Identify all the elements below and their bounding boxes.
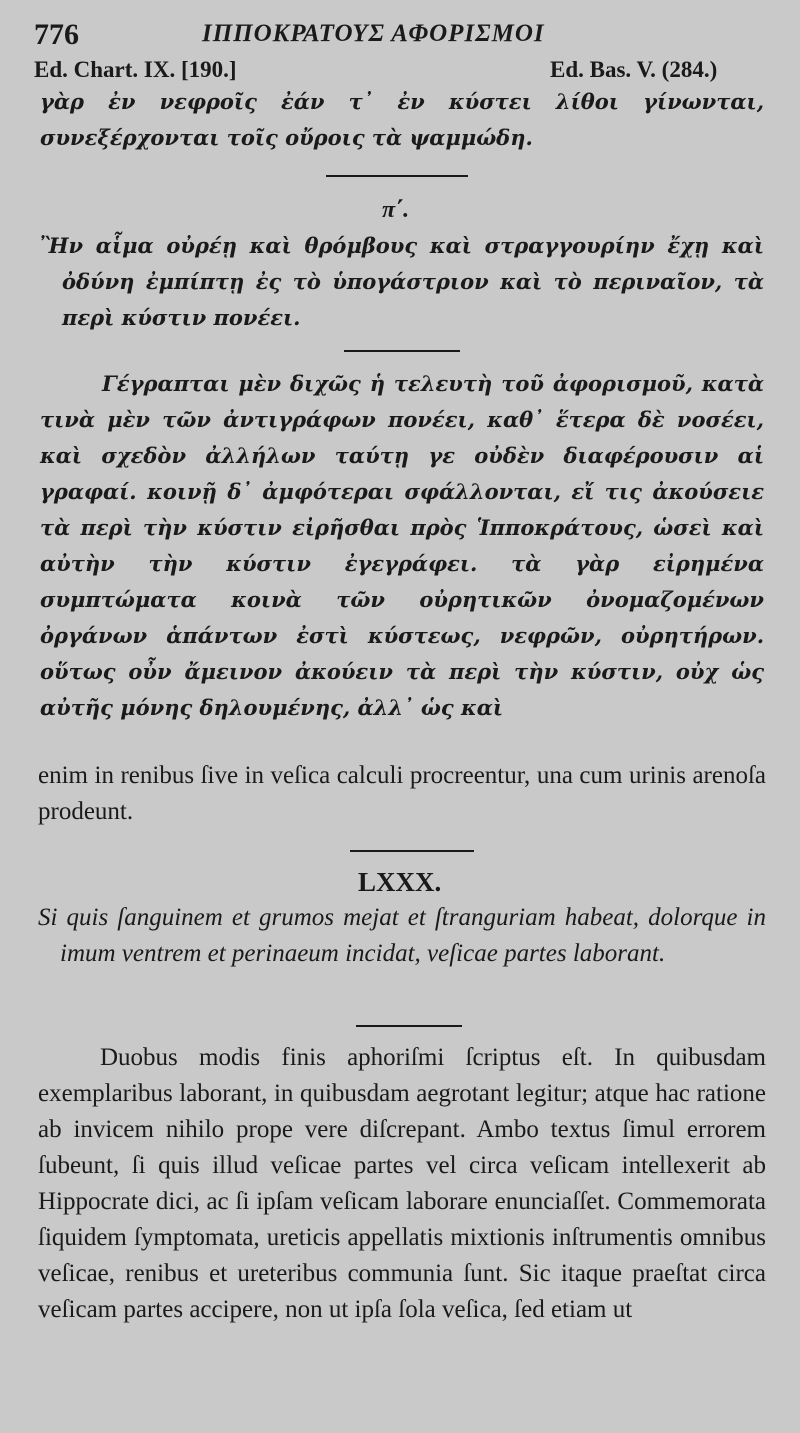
greek-section-number: π΄. [382, 197, 410, 223]
latin-continuation-text: enim in renibus ſive in veſica calculi procreentur, una cum urinis arenoſa prodeunt. [38, 762, 766, 825]
greek-continuation-text: γὰρ ἐν νεφροῖς ἐάν τ᾿ ἐν κύστει λίθοι γίνωνται, συνεξέρχονται τοῖς οὔροις τὰ ψαμμώδη. [40, 89, 764, 150]
greek-commentary: Γέγραπται μὲν διχῶς ἡ τελευτὴ τοῦ ἀφορισμοῦ, κατὰ τινὰ μὲν τῶν ἀντιγράφων πονέει, καθ᾿ ἕτερα δὲ νοσέει, καὶ σχεδὸν ἀλλήλων ταύτῃ γε οὐδὲν διαφέρουσιν αἱ γραφαί. κοινῇ δ᾿ ἀμφότεραι σφάλλονται, εἴ τις ἀκούσειε τὰ περὶ τὴν κύστιν εἰρῆσθαι πρὸς Ἱπποκράτους, ὡσεὶ καὶ αὐτὴν τὴν κύστιν ἐγεγράφει. τὰ γὰρ εἰρημένα συμπτώματα κοινὰ τῶν οὐρητικῶν ὀνομαζομένων ὀργάνων ἁπάντων ἐστὶ κύστεως, νεφρῶν, οὐρητήρων. οὕτως οὖν ἄμεινον ἀκούειν τὰ περὶ τὴν κύστιν, οὐχ ὡς αὐτῆς μόνης δηλουμένης, ἀλλ᾿ ὡς καὶ [40, 371, 764, 720]
page-number: 776 [34, 18, 79, 51]
edition-reference-right: Ed. Bas. V. (284.) [550, 57, 718, 82]
edition-reference-left: Ed. Chart. IX. [190.] [34, 57, 237, 82]
running-title: ΙΠΠΟΚΡΑΤΟΥΣ ΑΦΟΡΙΣΜΟΙ [202, 20, 545, 47]
section-divider [326, 175, 468, 177]
latin-section-number: LXXX. [358, 867, 442, 897]
section-divider [350, 850, 474, 852]
section-divider [344, 350, 460, 352]
latin-aphorism: Si quis ſanguinem et grumos mejat et ſtranguriam habeat, dolorque in imum ventrem et perinaeum incidat, veſicae partes laborant. [38, 904, 766, 967]
latin-commentary: Duobus modis finis aphoriſmi ſcriptus eſt. In quibusdam exemplaribus laborant, in quibusdam aegrotant legitur; atque hac ratione ab invicem nihilo prope vere diſcrepant. Ambo textus ſimul errorem ſubeunt, ſi quis illud veſicae partes vel circa veſicam intellexerit ab Hippocrate dici, ac ſi ipſam veſicam laborare enunciaſſet. Commemorata ſiquidem ſymptomata, ureticis appellatis mixtionis inſtrumentis omnibus veſicae, renibus et ureteribus communia ſunt. Sic itaque praeſtat circa veſicam partes accipere, non ut ipſa ſola veſica, ſed etiam ut [38, 1044, 766, 1323]
greek-aphorism: Ἢν αἷμα οὐρέῃ καὶ θρόμβους καὶ στραγγουρίην ἔχῃ καὶ ὀδύνη ἐμπίπτῃ ἐς τὸ ὑπογάστριον καὶ τὸ περιναῖον, τὰ περὶ κύστιν πονέει. [40, 233, 764, 330]
page-header [34, 18, 768, 52]
section-divider [356, 1025, 462, 1027]
